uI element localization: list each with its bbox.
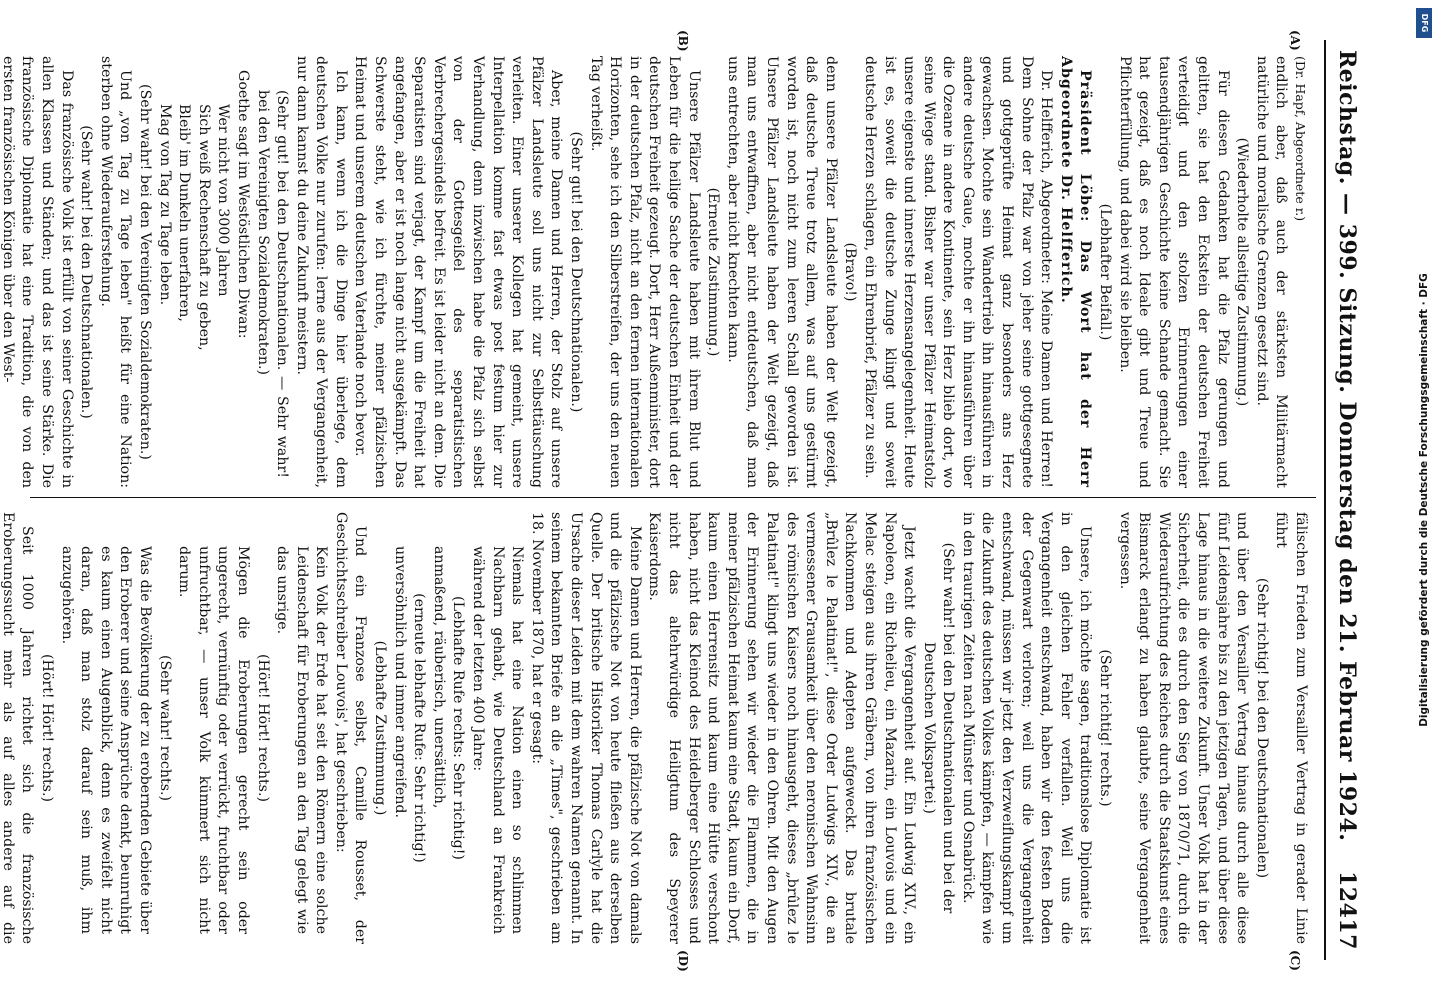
interjection: (Sehr wahr! bei den Deutschnationalen.) [78, 125, 95, 419]
quotation: Niemals hat eine Nation einen so schlimmen Nachbarn gehabt, wie Deutschland an Frankreich während der letzten 400 Jahre: [470, 546, 526, 934]
margin-marker-c: (C) [1288, 950, 1302, 971]
paragraph: und über den Versailler Vertrag hinaus durch alle diese fünf Leidensjahre bis zu den jetzigen Tagen, und über diese Lage hinaus in die weitere Zukunft. Unser Volk hat in der Sicherheit, die es durch den Sieg von 1870/71, durch die Wiederaufrichtung des Reiches durch die Staatskunst eines Bismarck erlangt zu haben glaubte, seine Vergangenheit vergessen. [1116, 512, 1251, 944]
verse-line: Sich weiß Rechenschaft zu geben, [195, 104, 212, 351]
margin-marker-b: (B) [676, 30, 690, 52]
speech-opening: Dr. Helfferich, Abgeordneter: Meine Damen und Herren! Dem Sohne der Pfalz war von jeher seine gottgesegnete und gottgeprüfte Heimat ganz besonders ans Herz gewachsen. Mochte sein Wandertrieb ihn hinausführen in andere deutsche Gaue, mochte er ihn hinausführen über die Ozeane in andere Kontinente, sein Herz blieb dort, wo seine Wiege stand. Bisher war unser Pfälzer Heimatstolz unsere eigenste und innerste Herzensangelegenheit. Heute ist es, soweit die deutsche Zunge klingt und soweit deutsche Herzen schlagen, ein Ehrenbrief, Pfälzer zu sein. [861, 56, 1055, 488]
paragraph: Und „von Tag zu Tage leben" heißt für eine Nation: sterben ohne Wiederauferstehung. [97, 56, 134, 488]
margin-marker-a: (A) [1288, 30, 1302, 51]
verse-line: Mag von Tag zu Tage leben. [156, 104, 173, 306]
paragraph: fälischen Frieden zum Versailler Vertrag in gerader Linie führt [1273, 512, 1309, 944]
page-header [1324, 40, 1366, 960]
dfg-logo-text: DFG [1420, 13, 1429, 33]
interjection: (Lebhafte Zustimmung.) [372, 640, 389, 816]
interjection: (Sehr richtig! rechts.) [1097, 649, 1114, 807]
paragraph: Seit 1000 Jahren richtet sich die französische Eroberungssucht mehr als auf alles andere auf die [0, 512, 36, 944]
interjection: (Erneute Zustimmung.) [705, 187, 722, 357]
margin-marker-d: (D) [676, 950, 690, 972]
interjection: (Sehr wahr! bei den Deutschnationalen und bei der Deutschen Volkspartei.) [920, 542, 957, 914]
left-column [0, 56, 1310, 488]
paragraph: Unsere, ich möchte sagen, traditionslose Diplomatie ist in den gleichen Fehler verfallen. Weil uns die Vergangenheit entschwand, haben wir den festen Boden der Gegenwart verloren; weil uns die Vergangenheit entschwand, müssen wir jetzt den Verzweiflungskampf um die Zukunft des deutschen Volkes kämpfen, — kämpfen wie in den traurigen Zeiten nach Münster und Osnabrück. [959, 512, 1094, 944]
paragraph: endlich aber, daß auch der stärksten Militärmacht natürliche und moralische Grenzen gesetzt sind. [1253, 56, 1290, 488]
president-remark: Präsident Löbe: Das Wort hat der Herr Abgeordnete Dr. Helfferich. [1057, 56, 1094, 488]
interjection: (Sehr gut! bei den Deutschnationalen. — Sehr wahr! bei den Vereinigten Sozialdemokraten.) [254, 90, 291, 478]
interjection: (Wiederholte allseitige Zustimmung.) [1234, 137, 1251, 407]
interjection: (Lebhafter Beifall.) [1097, 203, 1114, 341]
right-column [0, 512, 1310, 944]
digitization-credit: Digitalisierung gefördert durch die Deutsche Forschungsgemeinschaft · DFG [1418, 273, 1430, 727]
paragraph: Das französische Volk ist erfüllt von seiner Geschichte in allen Klassen und Ständen; und das ist seine Stärke. Die französische Diplomatie hat eine Tradition, die von den ersten französischen Königen über den West- [0, 56, 75, 488]
quotation: Mögen die Eroberungen gerecht sein oder ungerecht, vernünftig oder verrückt, fruchtbar oder unfruchtbar, — unser Volk kümmert sich nicht darum. [176, 546, 251, 934]
interjection: (Sehr gut! bei den Deutschnationalen.) [568, 131, 585, 413]
paragraph: Für diesen Gedanken hat die Pfalz gerungen und gelitten, sie hat den Eckstein der deutschen Freiheit verteidigt und den stolzen Erinnerungen einer tausendjährigen Geschichte keine Schande gemacht. Sie hat gezeigt, daß es noch Ideale gibt und Treue und Pflichterfüllung, und dabei wird sie bleiben. [1116, 56, 1231, 488]
paragraph: Und ein Franzose selbst, Camille Rousset, der Geschichtsschreiber Louvois', hat geschrieben: [332, 512, 369, 944]
interjection: (Hört! Hört! rechts.) [254, 653, 271, 803]
column-divider [30, 497, 1316, 498]
paragraph: Ich kann, wenn ich die Dinge hier überlege, dem deutschen Volke nur zurufen: lerne aus der Vergangenheit, nur dann kannst du deine Zukunft meistern. [293, 56, 349, 488]
interjection: (Sehr richtig! bei den Deutschnationalen) [1253, 577, 1270, 879]
interjection: (Bravo!) [842, 242, 859, 302]
paragraph: Meine Damen und Herren, die pfälzische Not von damals und die pfälzische Not von heute fließen aus derselben Quelle. Der britische Historiker Thomas Carlyle hat die Ursache dieser Leiden mit dem wahren Namen genannt. In seinem bekannten Briefe an die „Times", geschrieben am 18. November 1870, hat er gesagt: [528, 512, 643, 944]
paragraph: Aber, meine Damen und Herren, der Stolz auf unsere Pfälzer Landsleute soll uns nicht zur Selbsttäuschung verleiten. Einer unserer Kollegen hat gemeint, unsere Interpellation komme fast etwas post festum hier zur Verhandlung, denn inzwischen habe die Pfalz sich selbst von der Gottesgeißel des separatistischen Verbrechergesindels befreit. Es ist leider nicht an dem. Die Separatisten sind verjagt, der Kampf um die Freiheit hat angefangen, aber er ist noch lange nicht ausgekämpft. Das Schwerste steht, wie ich fürchte, meiner pfälzischen Heimat und unserem deutschen Vaterlande noch bevor. [352, 56, 565, 488]
continuation-speaker: (Dr. Hapf, Abgeordnete r.) [1293, 56, 1308, 222]
paragraph: Unsere Pfälzer Landsleute haben mit ihrem Blut und Leben für die heilige Sache der deutschen Einheit und der deutschen Freiheit gezeugt. Dort, Herr Außenminister, dort in der deutschen Pfalz, nicht an den fernen internationalen Horizonten, sehe ich den Silberstreifen, der uns den neuen Tag verheißt. [587, 56, 702, 488]
quotation: anmaßend, räuberisch, unersättlich, [430, 546, 447, 809]
verse-line: Wer nicht von 3000 Jahren [215, 104, 232, 297]
interjection: (Sehr wahr! bei den Vereinigten Sozialdemokraten.) [136, 84, 153, 460]
interjection: (Sehr wahr! rechts.) [156, 654, 173, 802]
page-number: 12417 [1334, 870, 1360, 950]
interjection: (erneute lebhafte Rufe: Sehr richtig!) [411, 593, 428, 863]
paragraph: Jetzt wacht die Vergangenheit auf. Ein Ludwig XIV., ein Napoleon, ein Richelieu, ein Mazarin, ein Louvois und ein Melac steigen aus ihren Gräbern, von ihren französischen Nachkommen und Adepten aufgeweckt. Das brutale „Brûlez le Palatinat!", diese Order Ludwigs XIV., die an vermessener Grausamkeit über den neronischen Wahnsinn des römischen Kaisers noch hinausgeht, dieses „brûlez le Palatinat!" klingt uns wieder in den Ohren. Mit den Augen der Erinnerung sehen wir wieder die Flammen, die in meiner pfälzischen Heimat kaum eine Stadt, kaum ein Dorf, kaum einen Herrensitz und kaum eine Hütte verschont haben, nicht das Kleinod des Heidelberger Schlosses und nicht das altehrwürdige Heiligtum des Speyerer Kaiserdoms. [646, 512, 918, 944]
paragraph: Goethe sagt im Westöstlichen Diwan: [234, 70, 251, 339]
verse-line: Bleib' im Dunkeln unerfahren, [176, 104, 193, 322]
running-head: Reichstag. — 399. Sitzung. Donnerstag den 21. Februar 1924. [1334, 50, 1360, 842]
quotation: Was die Bevölkerung der zu erobernden Gebiete über den Eroberer und seine Ansprüche denkt, beunruhigt es kaum einen Augenblick, denn es zweifelt nicht daran, daß man stolz darauf sein muß, ihm anzugehören. [58, 546, 153, 934]
quotation: Kein Volk der Erde hat seit den Römern eine solche Leidenschaft für Eroberungen an den Tag gelegt wie das unsrige. [274, 546, 330, 934]
dfg-logo [1416, 8, 1432, 38]
interjection: (Hört! Hört! rechts.) [39, 653, 55, 803]
paragraph: denn unsere Pfälzer Landsleute haben der Welt gezeigt, daß deutsche Treue trotz allem, was auf uns gestürmt worden ist, noch nicht zum leeren Schall geworden ist. Unsere Pfälzer Landsleute haben der Welt gezeigt, daß man uns entwaffnen, aber nicht entdeutschen, daß man uns entrechten, aber nicht knechten kann. [724, 56, 839, 488]
interjection: (Lebhafte Rufe rechts: Sehr richtig!) [450, 596, 467, 860]
quotation: unversöhnlich und immer angreifend. [391, 546, 408, 819]
